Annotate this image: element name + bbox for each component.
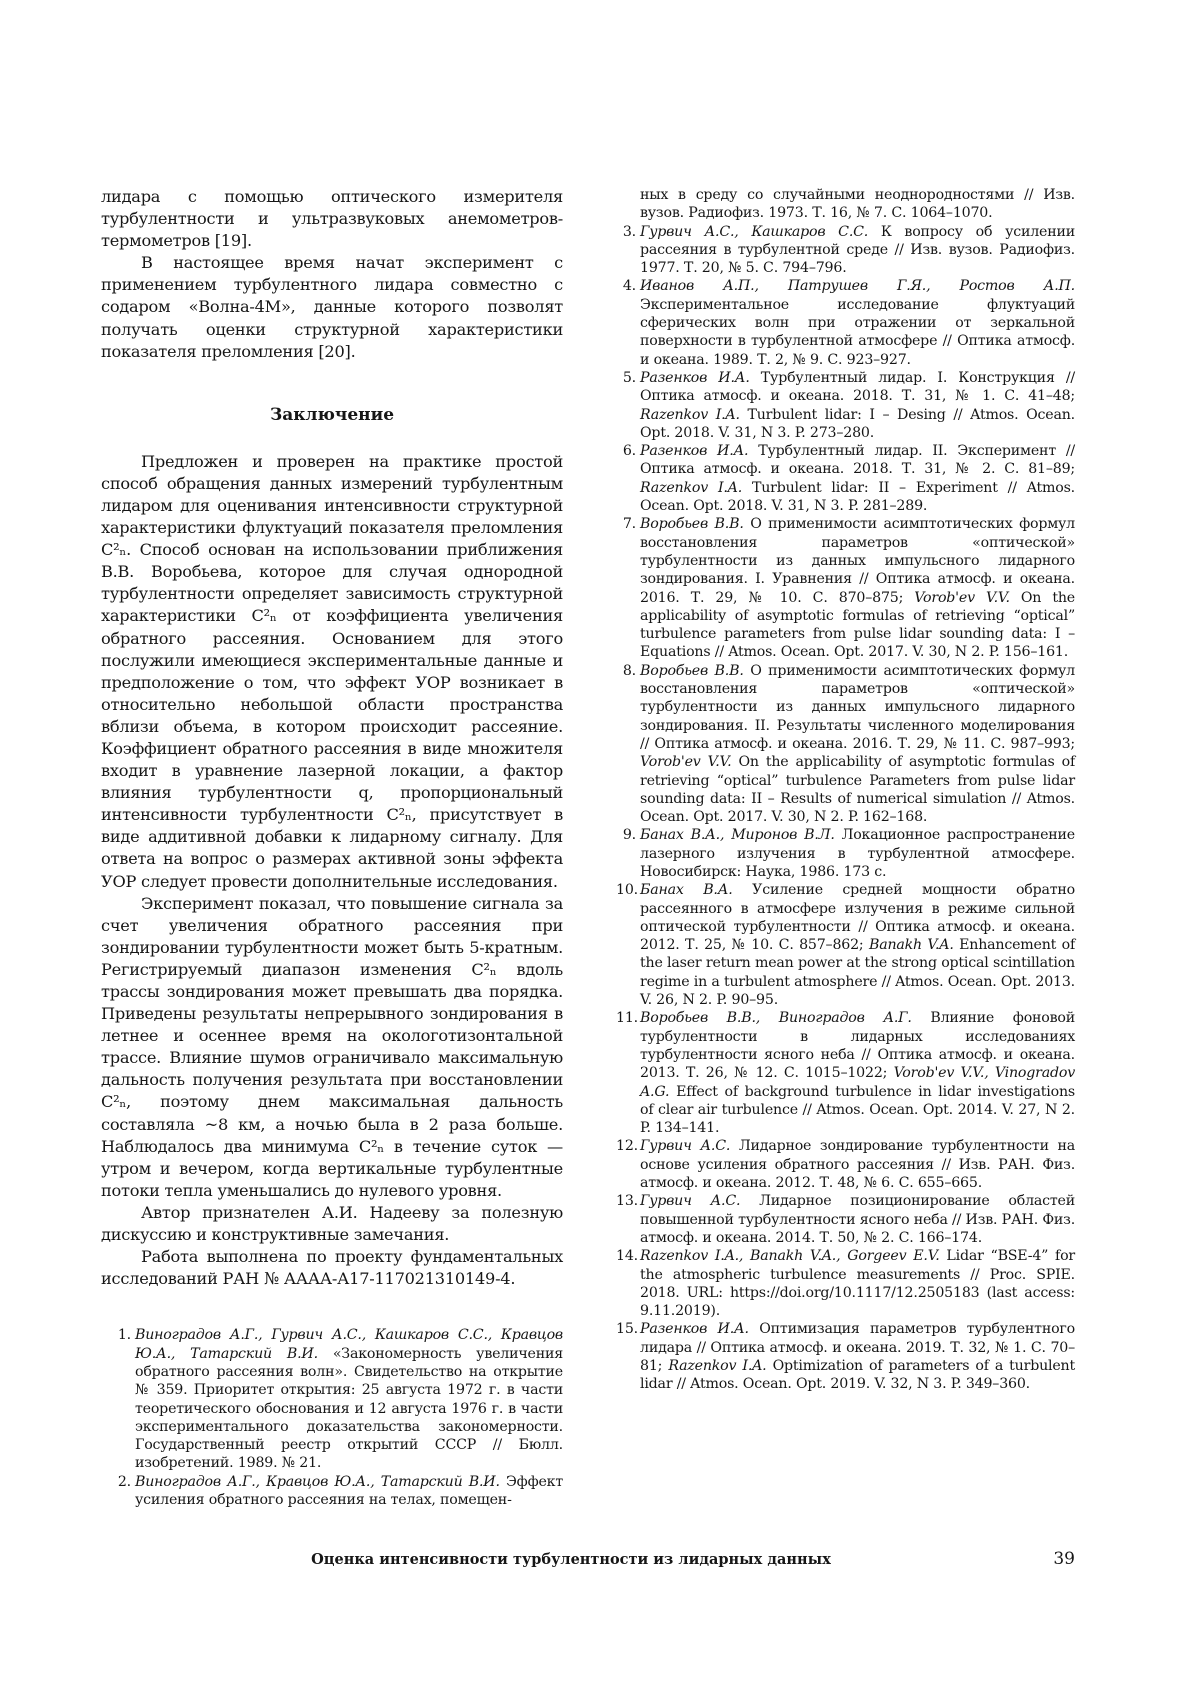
reference-text: О применимости асимптотических формул восстановления параметров «оптической» турбулентности из данных импульсного лидарного зондирования. II. Результаты численного моделирования // Оптика атмосф. и океана. 2016. Т. 29, № 11. С. 987–993;	[640, 663, 1075, 752]
reference-number: 9.	[616, 826, 636, 844]
reference-item	[616, 826, 1075, 881]
reference-authors: Гурвич А.С., Кашкаров С.С.	[640, 224, 868, 240]
body-paragraph: Эксперимент показал, что повышение сигнала за счет увеличения обратного рассеяния при зондировании турбулентности может быть 5-кратным. Регистрируемый диапазон изменения C²ₙ вдоль трассы зондирования может превышать два порядка. Приведены результаты непрерывного зондирования в летнее и осеннее время на окологотизонтальной трассе. Влияние шумов ограничивало максимальную дальность получения результата при восстановлении C²ₙ, поэтому днем максимальная дальность составляла ~8 км, а ночью была в 2 раза больше. Наблюдалось два минимума C²ₙ в течение суток — утром и вечером, когда вертикальные турбулентные потоки тепла уменьшались до нулевого уровня.	[101, 893, 563, 1202]
reference-text: Локационное распространение лазерного излучения в турбулентной атмосфере. Новосибирск: Наука, 1986. 173 с.	[640, 827, 1075, 880]
reference-item	[111, 1326, 563, 1472]
reference-authors: Гурвич А.С.	[640, 1193, 740, 1209]
acknowledgement-paragraph: Автор признателен А.И. Надееву за полезную дискуссию и конструктивные замечания.	[101, 1202, 563, 1246]
reference-text-en: On the applicability of asymptotic formulas of retrieving “optical” turbulence parameters from pulse lidar sounding data: I – Equations // Atmos. Ocean. Opt. 2017. V. 30, N 2. P. 156–161.	[640, 590, 1075, 661]
reference-authors: Банах В.А., Миронов В.Л.	[640, 827, 835, 843]
reference-authors: Банах В.А.	[640, 882, 733, 898]
reference-authors: Виноградов А.Г., Гурвич А.С., Кашкаров С.С., Кравцов Ю.А., Татарский В.И.	[135, 1327, 563, 1361]
reference-number: 4.	[616, 277, 636, 295]
reference-text-en: Turbulent lidar: II – Experiment // Atmos. Ocean. Opt. 2018. V. 31, N 3. P. 281–289.	[640, 480, 1075, 514]
reference-item	[616, 442, 1075, 515]
body-paragraph: Предложен и проверен на практике простой способ обращения данных измерений турбулентным лидаром для оценивания интенсивности структурной характеристики флуктуаций показателя преломления C²ₙ. Способ основан на использовании приближения В.В. Воробьева, которое для случая однородной турбулентности определяет зависимость структурной характеристики C²ₙ от коэффициента увеличения обратного рассеяния. Основанием для этого послужили имеющиеся экспериментальные данные и предположение о том, что эффект УОР возникает в относительно небольшой области пространства вблизи объема, в котором происходит рассеяние. Коэффициент обратного рассеяния в виде множителя входит в уравнение лазерной локации, а фактор влияния турбулентности q, пропорциональный интенсивности турбулентности C²ₙ, присутствует в виде аддитивной добавки к лидарному сигналу. Для ответа на вопрос о размерах активной зоны эффекта УОР следует провести дополнительные исследования.	[101, 451, 563, 893]
reference-authors-en: Razenkov I.A.	[640, 407, 740, 423]
reference-item	[616, 881, 1075, 1009]
reference-authors-en: Razenkov I.A.	[668, 1358, 766, 1374]
reference-authors: Разенков И.А.	[640, 370, 750, 386]
reference-number: 6.	[616, 442, 636, 460]
reference-authors: Иванов А.П., Патрушев Г.Я., Ростов А.П.	[640, 278, 1075, 294]
reference-item	[616, 515, 1075, 661]
reference-number: 2.	[111, 1473, 131, 1491]
references-left	[101, 1326, 563, 1509]
reference-authors-en: Razenkov I.A.	[640, 480, 742, 496]
reference-authors-en: Vorob'ev V.V.	[914, 590, 1009, 606]
reference-number: 3.	[616, 223, 636, 241]
reference-number: 1.	[111, 1326, 131, 1344]
reference-number: 12.	[616, 1137, 636, 1155]
reference-text-en: Turbulent lidar: I – Desing // Atmos. Ocean. Opt. 2018. V. 31, N 3. P. 273–280.	[640, 407, 1075, 441]
reference-text: Оптимизация параметров турбулентного лидара // Оптика атмосф. и океана. 2019. Т. 32, № 1. С. 70–81;	[640, 1321, 1075, 1374]
reference-number: 5.	[616, 369, 636, 387]
reference-item	[616, 369, 1075, 442]
reference-authors: Воробьев В.В., Виноградов А.Г.	[640, 1010, 912, 1026]
reference-authors: Razenkov I.A., Banakh V.A., Gorgeev E.V.	[640, 1248, 940, 1264]
reference-authors-en: Vorob'ev V.V., Vinogradov A.G.	[640, 1065, 1075, 1099]
reference-text: Эффект усиления обратного рассеяния на телах, помещен-	[135, 1474, 563, 1508]
reference-text: Лидарное зондирование турбулентности на основе усиления обратного рассеяния // Изв. РАН. Физ. атмосф. и океана. 2012. Т. 48, № 6. С. 655–665.	[640, 1138, 1075, 1191]
reference-text: К вопросу об усилении рассеяния в турбулентной среде // Изв. вузов. Радиофиз. 1977. Т. 20, № 5. С. 794–796.	[640, 224, 1075, 277]
reference-item	[616, 1009, 1075, 1137]
reference-item	[616, 223, 1075, 278]
reference-item	[616, 1247, 1075, 1320]
reference-text: Lidar “BSE-4” for the atmospheric turbulence measurements // Proc. SPIE. 2018. URL: https://doi.org/10.1117/12.2505183 (last access: 9.11.2019).	[640, 1248, 1075, 1319]
intro-paragraph: В настоящее время начат эксперимент с применением турбулентного лидара совместно с содаром «Волна-4М», данные которого позволят получать оценки структурной характеристики показателя преломления [20].	[101, 252, 563, 362]
reference-number: 7.	[616, 515, 636, 533]
reference-text-en: Enhancement of the laser return mean power at the strong optical scintillation regime in a turbulent atmosphere // Atmos. Ocean. Opt. 2013. V. 26, N 2. P. 90–95.	[640, 937, 1075, 1008]
reference-authors: Воробьев В.В.	[640, 516, 744, 532]
left-column	[101, 186, 563, 1509]
reference-item	[616, 662, 1075, 827]
reference-number: 14.	[616, 1247, 636, 1265]
reference-continuation: ных в среду со случайными неоднородностями // Изв. вузов. Радиофиз. 1973. Т. 16, № 7. С. 1064–1070.	[616, 186, 1075, 223]
reference-number: 15.	[616, 1320, 636, 1338]
reference-number: 13.	[616, 1192, 636, 1210]
reference-authors-en: Banakh V.A.	[869, 937, 954, 953]
reference-text: Турбулентный лидар. I. Конструкция // Оптика атмосф. и океана. 2018. Т. 31, № 1. С. 41–48;	[640, 370, 1075, 404]
references-right	[616, 223, 1075, 1394]
reference-authors: Гурвич А.С.	[640, 1138, 730, 1154]
intro-paragraph: лидара с помощью оптического измерителя турбулентности и ультразвуковых анемометров-термометров [19].	[101, 186, 563, 252]
reference-number: 11.	[616, 1009, 636, 1027]
reference-item	[616, 277, 1075, 368]
reference-authors: Разенков И.А.	[640, 443, 748, 459]
reference-authors-en: Vorob'ev V.V.	[640, 754, 731, 770]
right-column	[616, 186, 1075, 1394]
funding-paragraph: Работа выполнена по проекту фундаментальных исследований РАН № АААА-А17-117021310149-4.	[101, 1246, 563, 1290]
reference-text-en: Effect of background turbulence in lidar investigations of clear air turbulence // Atmos. Ocean. Opt. 2014. V. 27, N 2. P. 134–141.	[640, 1084, 1075, 1137]
running-title: Оценка интенсивности турбулентности из лидарных данных	[101, 1551, 1041, 1568]
reference-authors: Разенков И.А.	[640, 1321, 749, 1337]
reference-item	[616, 1192, 1075, 1247]
reference-authors: Воробьев В.В.	[640, 663, 744, 679]
reference-text: «Закономерность увеличения обратного рассеяния волн». Свидетельство на открытие № 359. Приоритет открытия: 25 августа 1972 г. в части теоретического обоснования и 12 августа 1976 г. в части экспериментального доказательства закономерности. Государственный реестр открытий СССР // Бюлл. изобретений. 1989. № 21.	[135, 1346, 563, 1472]
reference-item	[616, 1137, 1075, 1192]
page-number: 39	[1053, 1549, 1075, 1569]
reference-text: Лидарное позиционирование областей повышенной турбулентности ясного неба // Изв. РАН. Физ. атмосф. и океана. 2014. Т. 50, № 2. С. 166–174.	[640, 1193, 1075, 1246]
reference-text: О применимости асимптотических формул восстановления параметров «оптической» турбулентности из данных импульсного лидарного зондирования. I. Уравнения // Оптика атмосф. и океана. 2016. Т. 29, № 10. С. 870–875;	[640, 516, 1075, 605]
page-footer	[101, 1551, 1075, 1575]
reference-text-en: On the applicability of asymptotic formulas of retrieving “optical” turbulence Parameters from pulse lidar sounding data: II – Results of numerical simulation // Atmos. Ocean. Opt. 2017. V. 30, N 2. P. 162–168.	[640, 754, 1075, 825]
reference-item	[111, 1473, 563, 1510]
reference-item	[616, 1320, 1075, 1393]
reference-text-en: Optimization of parameters of a turbulent lidar // Atmos. Ocean. Opt. 2019. V. 32, N 3. P. 349–360.	[640, 1358, 1075, 1392]
reference-text: Турбулентный лидар. II. Эксперимент // Оптика атмосф. и океана. 2018. Т. 31, № 2. С. 81–89;	[640, 443, 1075, 477]
reference-authors: Виноградов А.Г., Кравцов Ю.А., Татарский В.И.	[135, 1474, 500, 1490]
reference-number: 10.	[616, 881, 636, 899]
reference-number: 8.	[616, 662, 636, 680]
section-heading: Заключение	[101, 405, 563, 425]
reference-text: Экспериментальное исследование флуктуаций сферических волн при отражении от зеркальной поверхности в турбулентной атмосфере // Оптика атмосф. и океана. 1989. Т. 2, № 9. С. 923–927.	[640, 297, 1075, 368]
reference-text: Усиление средней мощности обратно рассеянного в атмосфере излучения в режиме сильной оптической турбулентности // Оптика атмосф. и океана. 2012. Т. 25, № 10. С. 857–862;	[640, 882, 1075, 953]
reference-text: Влияние фоновой турбулентности в лидарных исследованиях турбулентности ясного неба // Оптика атмосф. и океана. 2013. Т. 26, № 12. С. 1015–1022;	[640, 1010, 1075, 1081]
